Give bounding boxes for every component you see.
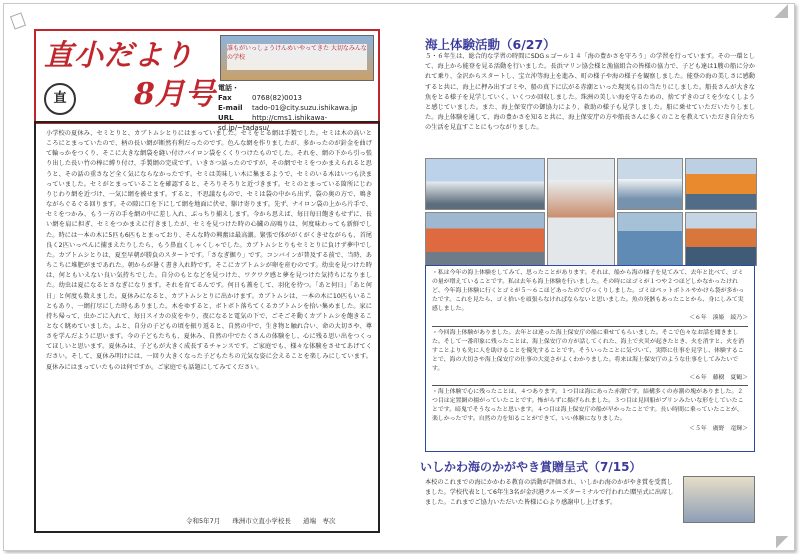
newsletter-title: 直小だより: [44, 38, 195, 72]
principal-article: [34, 121, 380, 533]
school-banner: 誰もがいっしょうけんめいやってきた 大切なみんなの学校: [227, 44, 367, 70]
school-seal-icon: 直: [44, 83, 76, 115]
page-curl-decoration: [776, 536, 788, 548]
marine-intro: ５・６年生は、総合的な学習の時間にSDGｓゴール１４「海の豊かさを守ろう」の学習を行っています。その一環として、海上から能登を見る活動を行いました。長浜マリン協会様と漁協組合の皆様の協力で、子ども達は1艘の船に分かれて乗り、金沢からスタートし、宝立沖等海上を進み、町の様子や海の様子を観察しました。能登の海の美しさに感動すると共に、海上に押み出すゴミや、船の真下に広がる赤潮といった現実も目の当たりにしました。船長さんが大きな魚をとる様子を見学していく、いくつか回収しました。珠洲の美しい海を守るための、捨てずきのゴミを少なくしようと感じていました。また、海上保安庁の御協力により、救助の様子も見学しました。船に乗せていただいたりしました。海上体験を通して、海の豊かさを知ると共に、海上保安庁の方や船長さんに多くのことを教えていただき自分たちの生活を見直すことにもつながりました。: [425, 53, 755, 132]
comment-author: ＜５年 廣野 竜輝＞: [689, 425, 748, 432]
masthead: [34, 29, 380, 132]
group-photo: [425, 212, 545, 266]
boat-photo: [425, 158, 545, 210]
signoff-school: 珠洲市立直小学校長: [232, 517, 291, 525]
article-signoff: [186, 516, 345, 525]
award-ceremony-photo: [683, 476, 755, 523]
email-address[interactable]: tado-01@city.suzu.ishikawa.jp: [252, 104, 358, 112]
coastguard-boat-photo: [617, 158, 683, 210]
marine-heading: 海上体験活動（6/27）: [425, 37, 556, 52]
onboard-photo: [685, 212, 757, 266]
divider: [432, 326, 748, 327]
sea-photo: [617, 212, 683, 266]
website-url[interactable]: http://cms1.ishikawa-sd.jp/~tadasu/: [218, 114, 328, 132]
student-comment: [432, 269, 748, 324]
signoff-date: 令和5年7月: [186, 517, 221, 525]
comment-text: ・私は今年の海上体験をしてみて、思ったことがあります。それは、船から海の様子を見てみて、去年と比べて、ゴミの量が増えていることです。私は去年も海上体験を行いました。その時にはゴミが１つや２つほどしかなかったけれど、今年海上体験に行くとゴミが５〜６こほどあったのでびっくりしました。ゴミはペットボトルやかけら袋が多かったです。これを見たら、ゴミ拾いを頑張らなければならないと思いました。魚の死骸もあったことから、身にしみて実感しました。: [432, 270, 745, 313]
student-comment: [432, 329, 748, 384]
url-label: URL: [218, 114, 234, 122]
comment-text: ・海上体験で心に残ったことは、４つあります。１つ目は海にあった赤潮です。結構多くの赤潮の塊がありました。２つ目は定置網の揚がっていたことです。怖がらずに揚げられました。３つ目は見回船がプリンみたいな形をしていたことです。暗鬼でそうなったと思います。４つ目は海上保安庁の船が早かったことです。長い時間に乗っていたことが、楽しかったです。自然の力を知ることができて、いい体験になりました。: [432, 389, 744, 423]
email-label: E-mail: [218, 104, 243, 112]
phone-label: 電話・Fax: [218, 84, 239, 102]
page-curl-decoration: [10, 12, 26, 29]
students-photo: [547, 158, 615, 266]
lifejacket-photo: [685, 158, 757, 210]
photo-collage: [425, 158, 755, 265]
comment-text: ・今回海上体験がありました。去年とは違った海上保安庁の船に乗せてもらいました。そこで色々なお話を聞きました。そして一番印象に残ったことは、海上保安庁の方が話してくれた、海上で火災が起きたとき、火を消すと、火を消すことよりも先に人を助けることを優先することです。そういったことに気づいて、実際に仕事を見学し、体験することで、海の大切さや海上保安庁の仕事の大変さがよくわかりました。将来は海上保安庁のような仕事をしてみたいです。: [432, 329, 744, 372]
phone-number: 0768(82)0013: [252, 94, 302, 102]
award-text: 本校のこれまでの海にかかわる教育の活動が評価され、いしかわ海のかがやき賞を受賞しました。学校代表として6年生3名が金沢港クルーズターミナルで行われた贈呈式に出席しました。これまでご協力いただいた皆様に心より感謝申し上げます。: [425, 479, 674, 507]
student-comment: [432, 388, 748, 433]
page-curl-decoration: [774, 4, 788, 18]
principal-article-body: 小学校の夏休み、セミとりと、カブトムシとりにはまっていました。セミをとる網は手製でした。セミは木の高いところにとまっていたので、柄の長い網が断然有利だったのです。色んな網を作りましたが、多かったのが針金を曲げて輪っかをつくり、そこに大きな網袋を縫い付けバイロン袋をくくりつけたものでした。それを、網の下から引っ張り出した長い竹の棒に縛り付け、手製網の完成です。いきさつ話ったのですが、その網でセミをつかまえられると思うと、その話の重さなど全く気にならなかったです。セミは美味しい木に集まるようで、セミのいる木はいつも決まっていました。セミがとまっていることを確認すると、そろりそろりと近づきます。セミのとまっている箇所にじわりじわり網を近づけ、一気に網を被せます。すると、不思議なもので、セミは袋の中から出ず、袋の奥の方で、鳴きながらぐるぐる回ります。その隙に口を下にして網を地面に伏せ、駆け寄ります。先ず、ナイロン袋の上から片手で、セミをつかみ、もう一方の手を網の中に差し入れ、ぶっちり捕えします。今から思えば、毎日毎日飽きもせずに、長い網を肩に担ぎ、セミをつかまえに行きましたが、セミを見つけた時の心臓の高鳴りは、何度味わっても新鮮でした。時には一本の木に5匹も6匹もとまっており、そんな時の興奮は最高潮。緊張で体ががくがくきせながらも、首尾良く2匹いっぺんに捕まえたりしたら、もう鼻血くしゃくしゃでした。カブトムシとりもセミとりに負けず夢中でした。カブトムシとりは、夏至早朝が勝負のスタートです。「さなぎ掘り」です。コンバインが普及する前で、当時、あちこちに堆肥がまであれた。朝からが暑く書き入れ時です。そこにカブトムシが卵を産むのです。幼虫を見つけた時は、何ともいえない良い気持ちでした。自分のもとなどを見つけた、ワクワク感と夢を見つけた気持ちになりました。幼虫は夏になるとさなぎになります。それを育てるんです。何日も蓋をして、羽化を待つ。「あと何日」「あと何日」と何度も数えました。夏休みになると、カブトムシとりに出かけます。カブトムシは、一本の木に10匹もいることもあり、一網打尽にした時もありました。木をゆすると、ボトボト落ちてくるカブトムシを拾い集めました。家に持ち帰って、虫かごに入れて、毎日スイカの皮をやり、夜になると電気の下で、ごそごそ動くカブトムシを飽きることなく眺めていました。ふと、自分の子どもの頃を振り返ると、自然の中で、生き物と触れ合い、命の大切さや、尊さを学んだように思います。今の子どもたちも、夏休み、自然の中でたくさんの体験をし、心に残る思い出をつくってほしいと思います。夏休みは、子どもが大きく成長するチャンスです。ご家庭でも、様々な体験をさせてあげてください。そして、夏休み明けには、一回り大きくなった子どもたちの元気な姿に会えることを楽しみにしています。夏休みにはまっていたものは何ですか。ご家庭でも話題にしてみてください。: [46, 130, 372, 371]
issue-month: 8月号: [134, 77, 215, 112]
comment-author: ＜６年 藤樹 夏鶴＞: [689, 375, 748, 382]
comment-author: ＜６年 湊姫 綾乃＞: [689, 315, 748, 322]
signoff-name: 道端 専次: [302, 517, 336, 525]
school-photo: [220, 35, 374, 81]
student-comments-box: [425, 265, 755, 452]
award-heading: いしかわ海のかがやき賞贈呈式（7/15）: [420, 460, 642, 474]
divider: [432, 385, 748, 386]
